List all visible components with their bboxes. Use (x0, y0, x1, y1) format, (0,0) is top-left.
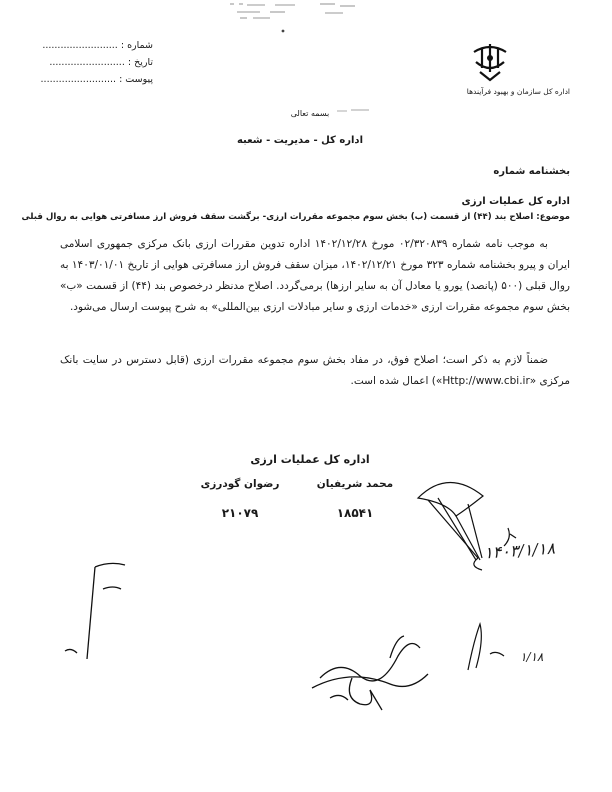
attachment-label: پیوست : (119, 74, 153, 85)
body-paragraph-1: به موجب نامه شماره ۰۲/۳۲۰۸۳۹ مورخ ۱۴۰۲/۱۲/۲۸ اداره تدوین مقررات ارزی بانک مرکزی جمهوری اسلامی ایران و پیرو بخشنامه شماره ۳۲۳ مورخ ۱۴۰۲/۱۲/۲۱، میزان سقف فروش ارز مسافرتی هوایی از تاریخ ۱۴۰۳/۰۱/۰۱ به روال قبلی (۵۰۰ (پانصد) یورو یا معادل آن به سایر ارزها) برمی‌گردد. اصلاح مدنظر درخصوص بند (۴۴) از قسمت «ب» بخش سوم مجموعه مقررات ارزی «خدمات ارزی و سایر مبادلات ارزی بین‌المللی» به شرح پیوست ارسال می‌شود. (60, 238, 570, 313)
org-name: اداره کل سازمان و بهبود فرآیندها (466, 87, 570, 96)
department-heading: اداره کل عملیات ارزی (461, 196, 570, 207)
number-label: شماره : (120, 40, 153, 51)
number-dots: ......................... (42, 40, 118, 51)
handwritten-loop-mark (408, 468, 588, 592)
signer-1-code: ۱۸۵۴۱ (336, 506, 374, 520)
date-field (38, 57, 153, 68)
date-dots: ......................... (49, 57, 125, 68)
signer-2-name: رضوان گودرزی (200, 478, 280, 490)
signature-title: اداره کل عملیات ارزی (250, 453, 370, 466)
attachment-field (38, 74, 153, 85)
recipient-line: اداره کل - مدیریت - شعبه (236, 135, 363, 146)
body-paragraph-2: ضمناً لازم به ذکر است؛ اصلاح فوق، در مفاد بخش سوم مجموعه مقررات ارزی (قابل دسترس در سایت بانک مرکزی «Http://www.cbi.ir») اعمال شده است. (60, 354, 570, 387)
central-bank-logo (470, 38, 510, 88)
circular-number-label: بخشنامه شماره (493, 166, 570, 177)
handwritten-initial-note: ۱/۱۸ (520, 650, 544, 664)
scan-marks (225, 0, 375, 34)
subject-line: موضوع: اصلاح بند (۴۴) از قسمت (ب) بخش سوم مجموعه مقررات ارزی- برگشت سقف فروش ارز مسافرتی هوایی به روال قبلی (21, 212, 570, 222)
attachment-dots: ......................... (40, 74, 117, 85)
date-label: تاریخ : (127, 57, 153, 68)
number-field (38, 40, 153, 51)
handwritten-bracket-mark (55, 555, 135, 669)
signer-2-code: ۲۱۰۷۹ (221, 506, 259, 520)
handwritten-date: ۱۴۰۳/۱/۱۸ (483, 538, 556, 563)
handwritten-signature (300, 618, 450, 722)
signer-1-name: محمد شریفیان (316, 478, 394, 490)
basmala: بسمه تعالی (290, 109, 330, 118)
